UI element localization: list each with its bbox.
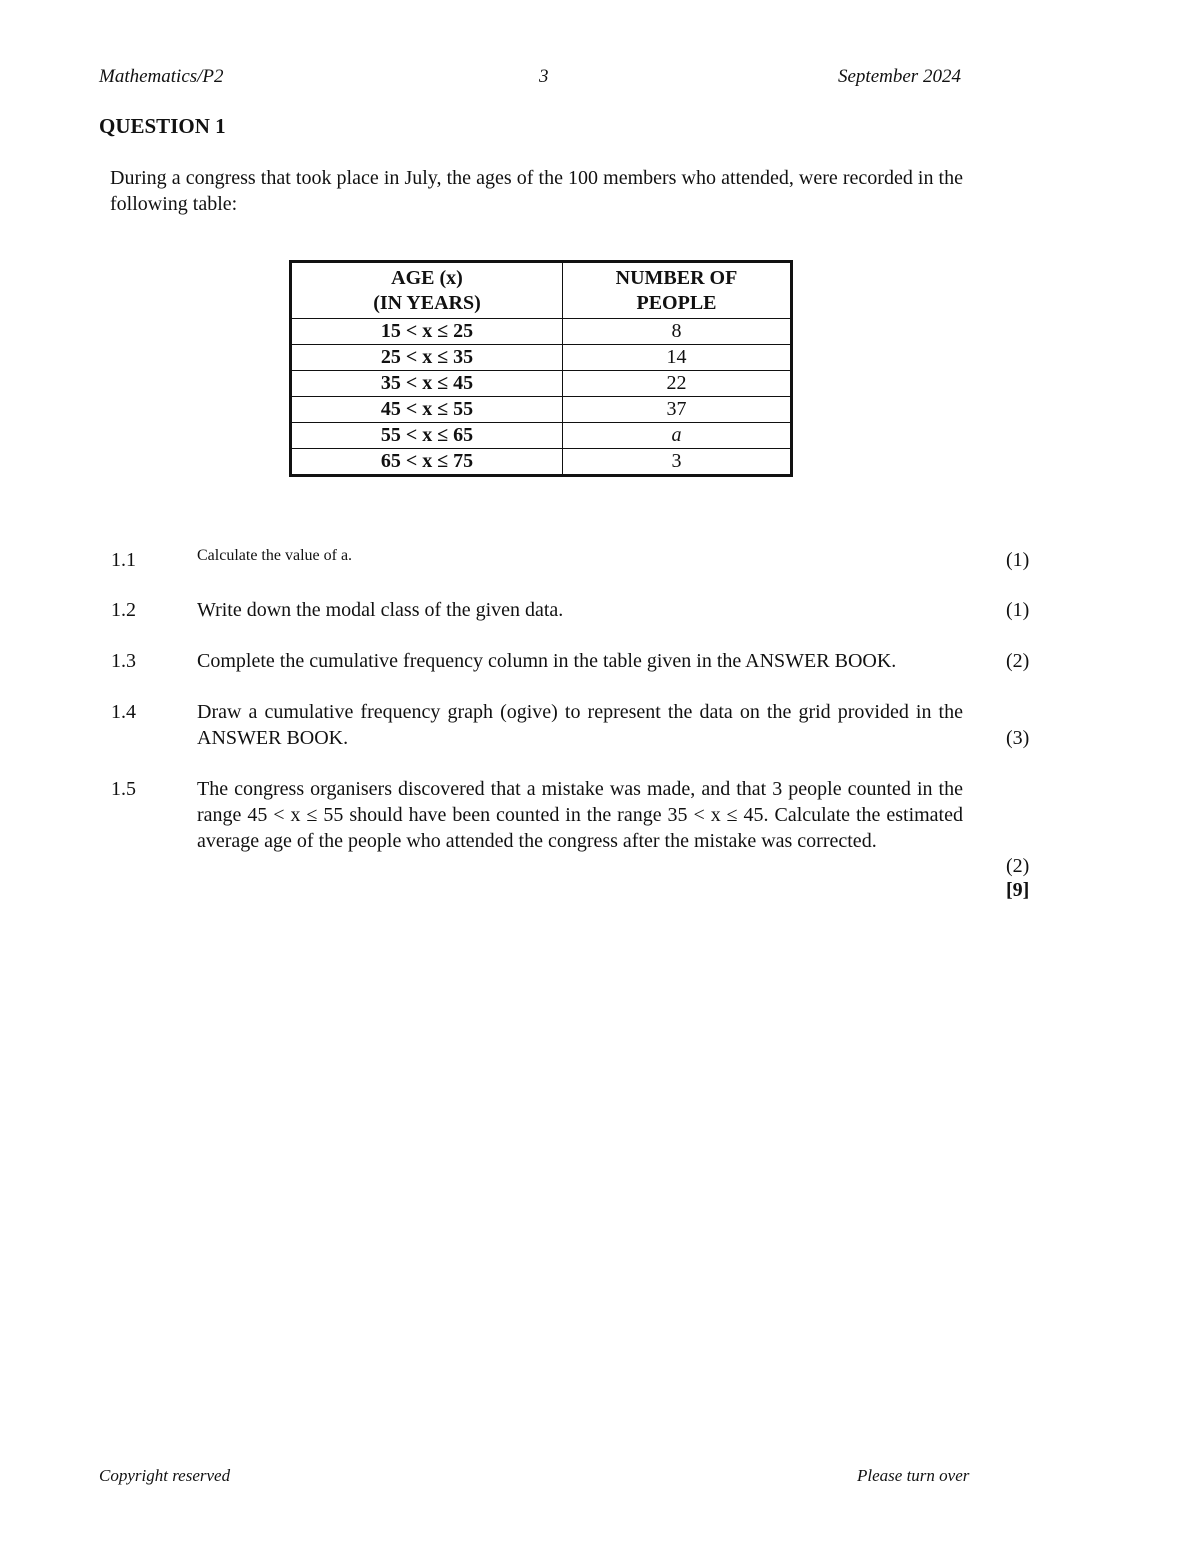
count-cell: 37 (563, 397, 792, 423)
subquestion-marks: (2) (1006, 855, 1030, 877)
count-cell: 3 (563, 449, 792, 476)
question-title: QUESTION 1 (99, 114, 226, 138)
count-cell: 22 (563, 371, 792, 397)
page-number: 3 (539, 66, 549, 87)
age-cell: 25 < x ≤ 35 (291, 345, 563, 371)
subquestion-number: 1.1 (111, 549, 136, 571)
subquestion-marks: (1) (1006, 549, 1030, 571)
table-header-row (291, 262, 792, 319)
subquestion-marks: (2) (1006, 650, 1030, 672)
total-marks: [9] (1006, 879, 1030, 901)
age-cell: 15 < x ≤ 25 (291, 319, 563, 345)
frequency-table (289, 260, 793, 477)
count-cell: a (563, 423, 792, 449)
footer-copyright: Copyright reserved (99, 1466, 231, 1485)
table-row (291, 423, 792, 449)
count-column-header (563, 262, 792, 319)
header-subject: Mathematics/P2 (99, 66, 224, 87)
age-header-line1: AGE (x) (391, 266, 463, 289)
age-column-header (291, 262, 563, 319)
count-cell: 8 (563, 319, 792, 345)
count-header-line1: NUMBER OF (615, 266, 738, 289)
question-intro: During a congress that took place in July, the ages of the 100 members who attended, were recorded in the following table: (110, 167, 963, 215)
age-header-line2: (IN YEARS) (373, 291, 481, 314)
subquestion-text: Draw a cumulative frequency graph (ogive) to represent the data on the grid provided in the ANSWER BOOK. (197, 701, 963, 749)
count-cell: 14 (563, 345, 792, 371)
header-date: September 2024 (838, 66, 961, 87)
table-row (291, 319, 792, 345)
subquestion-number: 1.5 (111, 778, 136, 800)
subquestion-number: 1.3 (111, 650, 136, 672)
table-row (291, 449, 792, 476)
table-row (291, 397, 792, 423)
subquestion-marks: (1) (1006, 599, 1030, 621)
subquestion-number: 1.2 (111, 599, 136, 621)
subquestion-number: 1.4 (111, 701, 136, 723)
table-row (291, 371, 792, 397)
footer-turn-over: Please turn over (857, 1466, 970, 1485)
table-row (291, 345, 792, 371)
age-cell: 65 < x ≤ 75 (291, 449, 563, 476)
subquestion-text: Complete the cumulative frequency column in the table given in the ANSWER BOOK. (197, 650, 897, 672)
age-cell: 45 < x ≤ 55 (291, 397, 563, 423)
count-header-line2: PEOPLE (636, 291, 717, 314)
subquestion-marks: (3) (1006, 727, 1030, 749)
age-cell: 35 < x ≤ 45 (291, 371, 563, 397)
subquestion-text: The congress organisers discovered that a mistake was made, and that 3 people counted in the range 45 < x ≤ 55 should have been counted in the range 35 < x ≤ 45. Calculate the estimated average age of the people who attended the congress after the mistake was corrected. (197, 778, 963, 852)
age-cell: 55 < x ≤ 65 (291, 423, 563, 449)
subquestion-text: Write down the modal class of the given data. (197, 599, 564, 621)
subquestion-text: Calculate the value of a. (197, 547, 353, 564)
